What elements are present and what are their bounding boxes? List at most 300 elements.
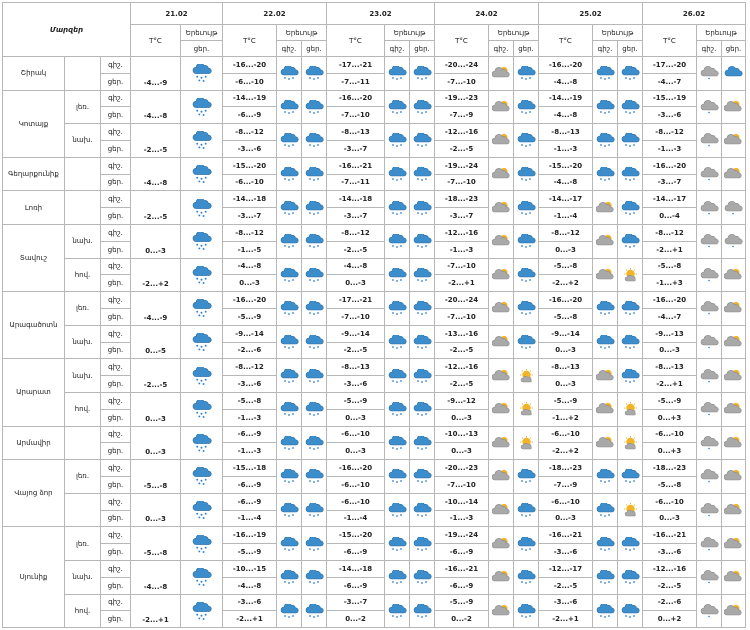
- time-of-day: գիշ.: [101, 90, 131, 107]
- night-phenomenon-cell: [277, 191, 302, 225]
- day-phenomenon-cell: [302, 493, 327, 527]
- temperature-cell: -8...-13: [539, 359, 593, 376]
- sun-cloud-icon: [489, 469, 513, 483]
- cloud-snow-icon: [385, 604, 409, 618]
- night-phenomenon-cell: [697, 359, 722, 393]
- temperature-cell: -6...-9: [223, 476, 277, 493]
- temperature-cell: -2...-5: [643, 577, 697, 594]
- sun-cloud-icon: [722, 100, 745, 114]
- temperature-cell: -2...-5: [327, 241, 385, 258]
- night-phenomenon-cell: [489, 325, 514, 359]
- time-of-day: գիշ.: [101, 426, 131, 443]
- temperature-cell: -12...-16: [643, 560, 697, 577]
- time-of-day: ցեր.: [101, 611, 131, 628]
- table-row: [3, 124, 746, 141]
- night-phenomenon-cell: [697, 426, 722, 460]
- temperature-cell: -2...-6: [643, 594, 697, 611]
- regions-title: Մարզեր: [3, 3, 131, 57]
- night-phenomenon-cell: [277, 57, 302, 91]
- temperature-cell: -17...-21: [327, 57, 385, 74]
- date-header-1: 21.02: [131, 3, 223, 25]
- cloud-icon: [697, 604, 721, 618]
- temperature-cell: -19...-24: [435, 157, 489, 174]
- night-phenomenon-cell: [593, 493, 618, 527]
- sun-cloud-icon: [593, 369, 617, 383]
- temperature-cell: -8...-13: [539, 124, 593, 141]
- temperature-cell: -4...-8: [539, 73, 593, 90]
- cloud-snow-icon: [385, 537, 409, 551]
- night-phenomenon-cell: [593, 292, 618, 326]
- temperature-cell: -9...-14: [223, 325, 277, 342]
- temperature-cell: -15...-20: [327, 527, 385, 544]
- day-phenomenon-cell: [410, 426, 435, 460]
- cloud-snow-icon: [302, 268, 326, 282]
- day-phenomenon-cell: [618, 57, 643, 91]
- day1-temperature: -5...-8: [131, 527, 181, 561]
- temperature-cell: -8...-13: [327, 124, 385, 141]
- night-phenomenon-cell: [489, 527, 514, 561]
- cloud-snow-icon: [593, 503, 617, 517]
- sun-cloud-icon: [489, 167, 513, 181]
- region-name: Վայոց ձոր: [3, 460, 65, 527]
- temperature-cell: -1...-3: [223, 443, 277, 460]
- cloud-snow-icon: [181, 266, 222, 284]
- day1-phenomenon-cell: [181, 460, 223, 494]
- date-header-6: 26.02: [643, 3, 746, 25]
- phen-day-header-2: ցեր.: [302, 41, 327, 57]
- sun-cloud-icon: [722, 503, 745, 517]
- time-of-day: գիշ.: [101, 392, 131, 409]
- night-phenomenon-cell: [593, 359, 618, 393]
- temperature-cell: -6...-10: [643, 426, 697, 443]
- time-of-day: ցեր.: [101, 577, 131, 594]
- temperature-cell: -10...-15: [223, 560, 277, 577]
- day1-temperature: -4...-9: [131, 292, 181, 326]
- night-phenomenon-cell: [277, 325, 302, 359]
- cloud-snow-icon: [618, 469, 642, 483]
- night-phenomenon-cell: [489, 258, 514, 292]
- temperature-cell: -18...-23: [643, 460, 697, 477]
- cloud-snow-icon: [302, 402, 326, 416]
- cloud-icon: [697, 369, 721, 383]
- sun-cloud-icon: [722, 436, 745, 450]
- day-phenomenon-cell: [302, 359, 327, 393]
- day-phenomenon-cell: [410, 493, 435, 527]
- night-phenomenon-cell: [385, 124, 410, 158]
- phen-day-header-1: ցեր.: [181, 41, 223, 57]
- sun-cloud-icon: [722, 469, 745, 483]
- cloud-snow-icon: [410, 469, 434, 483]
- cloud-snow-icon: [593, 469, 617, 483]
- temperature-cell: -4...-8: [327, 258, 385, 275]
- sun-icon: [618, 402, 642, 416]
- day-phenomenon-cell: [514, 359, 539, 393]
- table-row: [3, 426, 746, 443]
- cloud-snow-icon: [514, 100, 538, 114]
- temperature-cell: -10...-14: [435, 493, 489, 510]
- cloud-snow-icon: [593, 66, 617, 80]
- cloud-snow-icon: [385, 201, 409, 215]
- day-phenomenon-cell: [618, 292, 643, 326]
- day-phenomenon-cell: [302, 527, 327, 561]
- cloud-snow-icon: [410, 503, 434, 517]
- cloud-snow-icon: [410, 234, 434, 248]
- day1-temperature: 0...-5: [131, 325, 181, 359]
- sun-cloud-icon: [489, 133, 513, 147]
- cloud-snow-icon: [181, 535, 222, 553]
- cloud-snow-icon: [514, 268, 538, 282]
- cloud-snow-icon: [618, 234, 642, 248]
- temperature-cell: -15...-19: [643, 90, 697, 107]
- cloud-snow-icon: [277, 335, 301, 349]
- sun-icon: [514, 402, 538, 416]
- region-subarea: հով.: [65, 392, 101, 426]
- day-phenomenon-cell: [410, 258, 435, 292]
- temperature-cell: -3...-6: [223, 594, 277, 611]
- region-name: Արարատ: [3, 359, 65, 426]
- temperature-cell: -2...+1: [539, 611, 593, 628]
- day-phenomenon-cell: [302, 224, 327, 258]
- cloud-snow-icon: [593, 537, 617, 551]
- temperature-cell: -20...-24: [435, 292, 489, 309]
- cloud-snow-icon: [385, 469, 409, 483]
- table-row: [3, 157, 746, 174]
- day1-phenomenon-cell: [181, 493, 223, 527]
- region-name: Արագածոտն: [3, 292, 65, 359]
- table-row: [3, 191, 746, 208]
- temperature-cell: -8...-12: [223, 124, 277, 141]
- day-phenomenon-cell: [302, 157, 327, 191]
- night-phenomenon-cell: [385, 90, 410, 124]
- forecast-body: [3, 57, 746, 628]
- time-of-day: գիշ.: [101, 493, 131, 510]
- phen-header-4: Երեւույթ: [489, 25, 539, 41]
- temperature-cell: -5...-9: [223, 308, 277, 325]
- phen-day-header-6: ցեր.: [722, 41, 746, 57]
- cloud-snow-icon: [277, 604, 301, 618]
- temperature-cell: -3...-6: [539, 594, 593, 611]
- night-phenomenon-cell: [385, 594, 410, 628]
- cloud-snow-icon: [385, 234, 409, 248]
- day1-temperature: 0...-3: [131, 392, 181, 426]
- day-phenomenon-cell: [302, 258, 327, 292]
- cloud-snow-icon: [181, 64, 222, 82]
- cloud-snow-icon: [410, 369, 434, 383]
- temperature-cell: 0...-2: [435, 611, 489, 628]
- temperature-cell: -7...-10: [435, 258, 489, 275]
- day1-phenomenon-cell: [181, 594, 223, 628]
- day1-temperature: -2...-5: [131, 124, 181, 158]
- sun-cloud-icon: [593, 436, 617, 450]
- temperature-cell: -1...-3: [223, 409, 277, 426]
- sun-cloud-icon: [722, 369, 745, 383]
- cloud-snow-icon: [385, 167, 409, 181]
- cloud-snow-icon: [277, 369, 301, 383]
- temperature-cell: -3...-6: [539, 544, 593, 561]
- cloud-icon: [697, 436, 721, 450]
- temperature-cell: 0...-3: [435, 443, 489, 460]
- temperature-cell: -5...-8: [643, 258, 697, 275]
- cloud-snow-icon: [277, 234, 301, 248]
- cloud-snow-icon: [302, 469, 326, 483]
- day1-temperature: -4...-8: [131, 157, 181, 191]
- day1-temperature: -2...+2: [131, 258, 181, 292]
- night-phenomenon-cell: [385, 560, 410, 594]
- night-phenomenon-cell: [593, 527, 618, 561]
- night-phenomenon-cell: [697, 157, 722, 191]
- cloud-snow-icon: [277, 436, 301, 450]
- cloud-icon: [697, 301, 721, 315]
- cloud-snow-icon: [181, 400, 222, 418]
- temperature-cell: 0...-3: [539, 342, 593, 359]
- date-header-5: 25.02: [539, 3, 643, 25]
- cloud-snow-icon: [302, 537, 326, 551]
- day-phenomenon-cell: [618, 124, 643, 158]
- day-phenomenon-cell: [302, 594, 327, 628]
- time-of-day: ցեր.: [101, 241, 131, 258]
- temperature-cell: -6...-9: [223, 426, 277, 443]
- region-subarea: հով.: [65, 258, 101, 292]
- night-phenomenon-cell: [385, 460, 410, 494]
- night-phenomenon-cell: [489, 124, 514, 158]
- temperature-cell: -6...-10: [223, 73, 277, 90]
- cloud-snow-icon: [181, 467, 222, 485]
- day-phenomenon-cell: [722, 90, 746, 124]
- day-phenomenon-cell: [722, 560, 746, 594]
- cloud-snow-icon: [181, 367, 222, 385]
- temperature-cell: -14...-17: [643, 191, 697, 208]
- temperature-cell: -7...-10: [435, 308, 489, 325]
- time-of-day: գիշ.: [101, 191, 131, 208]
- cloud-snow-icon: [514, 604, 538, 618]
- cloud-snow-icon: [410, 537, 434, 551]
- temperature-cell: -1...-5: [223, 241, 277, 258]
- cloud-snow-icon: [593, 167, 617, 181]
- night-phenomenon-cell: [593, 57, 618, 91]
- cloud-snow-icon: [277, 133, 301, 147]
- region-name: Կոտայք: [3, 90, 65, 157]
- cloud-snow-icon: [277, 570, 301, 584]
- temperature-cell: -16...-20: [327, 460, 385, 477]
- day-phenomenon-cell: [618, 392, 643, 426]
- temperature-cell: 0...-3: [539, 241, 593, 258]
- temperature-cell: -2...-5: [435, 342, 489, 359]
- cloud-snow-icon: [302, 335, 326, 349]
- temperature-cell: -6...-10: [327, 476, 385, 493]
- night-phenomenon-cell: [385, 493, 410, 527]
- day1-temperature: -2...+1: [131, 594, 181, 628]
- temperature-cell: -16...-20: [643, 157, 697, 174]
- night-phenomenon-cell: [593, 90, 618, 124]
- day-phenomenon-cell: [618, 325, 643, 359]
- sun-cloud-icon: [489, 201, 513, 215]
- region-name: Լոռի: [3, 191, 65, 225]
- night-phenomenon-cell: [593, 594, 618, 628]
- day-phenomenon-cell: [410, 392, 435, 426]
- day-phenomenon-cell: [618, 258, 643, 292]
- date-header-3: 23.02: [327, 3, 435, 25]
- cloud-snow-icon: [181, 501, 222, 519]
- temperature-cell: -8...-12: [223, 224, 277, 241]
- temperature-cell: 0...-3: [327, 275, 385, 292]
- temperature-cell: -1...-4: [539, 208, 593, 225]
- day1-temperature: 0...-3: [131, 426, 181, 460]
- time-of-day: ցեր.: [101, 376, 131, 393]
- day-phenomenon-cell: [618, 90, 643, 124]
- time-of-day: գիշ.: [101, 124, 131, 141]
- temperature-cell: -4...-8: [223, 577, 277, 594]
- night-phenomenon-cell: [277, 359, 302, 393]
- night-phenomenon-cell: [277, 292, 302, 326]
- sun-cloud-icon: [489, 570, 513, 584]
- day-phenomenon-cell: [722, 493, 746, 527]
- day-phenomenon-cell: [722, 527, 746, 561]
- day-phenomenon-cell: [410, 325, 435, 359]
- time-of-day: գիշ.: [101, 224, 131, 241]
- day-phenomenon-cell: [722, 460, 746, 494]
- day-phenomenon-cell: [302, 325, 327, 359]
- temperature-cell: -13...-16: [435, 325, 489, 342]
- night-phenomenon-cell: [385, 292, 410, 326]
- temperature-cell: -5...-9: [643, 392, 697, 409]
- sun-cloud-icon: [489, 537, 513, 551]
- temperature-cell: -3...-7: [435, 208, 489, 225]
- sun-cloud-icon: [489, 369, 513, 383]
- temp-header-2: T°C: [223, 25, 277, 57]
- time-of-day: գիշ.: [101, 594, 131, 611]
- phen-day-header-5: ցեր.: [618, 41, 643, 57]
- cloud-snow-icon: [302, 436, 326, 450]
- night-phenomenon-cell: [385, 258, 410, 292]
- cloud-snow-icon: [385, 436, 409, 450]
- night-phenomenon-cell: [489, 90, 514, 124]
- temperature-cell: -8...-12: [643, 224, 697, 241]
- phen-night-header-3: գիշ.: [385, 41, 410, 57]
- temperature-cell: -16...-21: [327, 157, 385, 174]
- night-phenomenon-cell: [277, 90, 302, 124]
- cloud-snow-icon: [410, 100, 434, 114]
- cloud-snow-icon: [410, 335, 434, 349]
- cloud-snow-icon: [593, 570, 617, 584]
- sun-cloud-icon: [722, 268, 745, 282]
- table-row: [3, 292, 746, 309]
- temperature-cell: 0...-3: [435, 409, 489, 426]
- region-subarea: [65, 426, 101, 460]
- table-row: [3, 527, 746, 544]
- region-subarea: [65, 57, 101, 91]
- night-phenomenon-cell: [489, 460, 514, 494]
- night-phenomenon-cell: [489, 57, 514, 91]
- temperature-cell: -10...-13: [435, 426, 489, 443]
- day-phenomenon-cell: [514, 157, 539, 191]
- day-phenomenon-cell: [302, 560, 327, 594]
- night-phenomenon-cell: [385, 392, 410, 426]
- temperature-cell: -9...-14: [539, 325, 593, 342]
- sun-cloud-icon: [593, 234, 617, 248]
- temperature-cell: -7...-11: [327, 73, 385, 90]
- day-phenomenon-cell: [722, 57, 746, 91]
- night-phenomenon-cell: [593, 258, 618, 292]
- temperature-cell: -14...-19: [223, 90, 277, 107]
- temperature-cell: -5...-8: [539, 258, 593, 275]
- sun-cloud-icon: [489, 268, 513, 282]
- temperature-cell: -2...-5: [435, 140, 489, 157]
- night-phenomenon-cell: [593, 325, 618, 359]
- cloud-snow-icon: [410, 570, 434, 584]
- temperature-cell: -9...-14: [327, 325, 385, 342]
- night-phenomenon-cell: [593, 560, 618, 594]
- temperature-cell: -1...-4: [223, 510, 277, 527]
- day1-phenomenon-cell: [181, 426, 223, 460]
- night-phenomenon-cell: [593, 224, 618, 258]
- temperature-cell: -4...-7: [643, 73, 697, 90]
- temp-header-3: T°C: [327, 25, 385, 57]
- temperature-cell: -16...-20: [223, 292, 277, 309]
- day-phenomenon-cell: [618, 560, 643, 594]
- temp-header-6: T°C: [643, 25, 697, 57]
- cloud-snow-icon: [514, 133, 538, 147]
- temperature-cell: 0...+3: [643, 443, 697, 460]
- night-phenomenon-cell: [385, 359, 410, 393]
- night-phenomenon-cell: [277, 392, 302, 426]
- temperature-cell: -8...-12: [223, 359, 277, 376]
- sun-cloud-icon: [489, 436, 513, 450]
- table-row: [3, 460, 746, 477]
- night-phenomenon-cell: [593, 191, 618, 225]
- temperature-cell: 0...+3: [643, 409, 697, 426]
- night-phenomenon-cell: [489, 191, 514, 225]
- day1-phenomenon-cell: [181, 57, 223, 91]
- day-phenomenon-cell: [722, 224, 746, 258]
- time-of-day: ցեր.: [101, 140, 131, 157]
- table-row: [3, 359, 746, 376]
- table-row: [3, 224, 746, 241]
- temperature-cell: -3...-7: [327, 208, 385, 225]
- temperature-cell: -12...-17: [539, 560, 593, 577]
- region-subarea: նախ.: [65, 359, 101, 393]
- temperature-cell: -4...-8: [539, 174, 593, 191]
- night-phenomenon-cell: [593, 157, 618, 191]
- temp-header-1: T°C: [131, 25, 181, 57]
- day-phenomenon-cell: [618, 460, 643, 494]
- cloud-snow-icon: [618, 537, 642, 551]
- temperature-cell: -9...-12: [435, 392, 489, 409]
- temperature-cell: -2...+1: [643, 241, 697, 258]
- night-phenomenon-cell: [593, 426, 618, 460]
- temperature-cell: -3...-7: [223, 208, 277, 225]
- cloud-snow-icon: [277, 167, 301, 181]
- sun-cloud-icon: [593, 201, 617, 215]
- cloud-blue-icon: [722, 66, 745, 80]
- cloud-icon: [722, 234, 745, 248]
- sun-icon: [514, 369, 538, 383]
- cloud-snow-icon: [618, 301, 642, 315]
- temperature-cell: -2...-5: [539, 577, 593, 594]
- table-row: [3, 560, 746, 577]
- cloud-snow-icon: [410, 268, 434, 282]
- region-subarea: նախ.: [65, 124, 101, 158]
- temperature-cell: -2...-6: [223, 342, 277, 359]
- sun-icon: [514, 436, 538, 450]
- cloud-snow-icon: [410, 201, 434, 215]
- day1-phenomenon-cell: [181, 191, 223, 225]
- cloud-snow-icon: [385, 100, 409, 114]
- temperature-cell: -16...-20: [539, 292, 593, 309]
- day-phenomenon-cell: [410, 359, 435, 393]
- temperature-cell: -16...-20: [327, 90, 385, 107]
- day-phenomenon-cell: [618, 191, 643, 225]
- cloud-snow-icon: [181, 165, 222, 183]
